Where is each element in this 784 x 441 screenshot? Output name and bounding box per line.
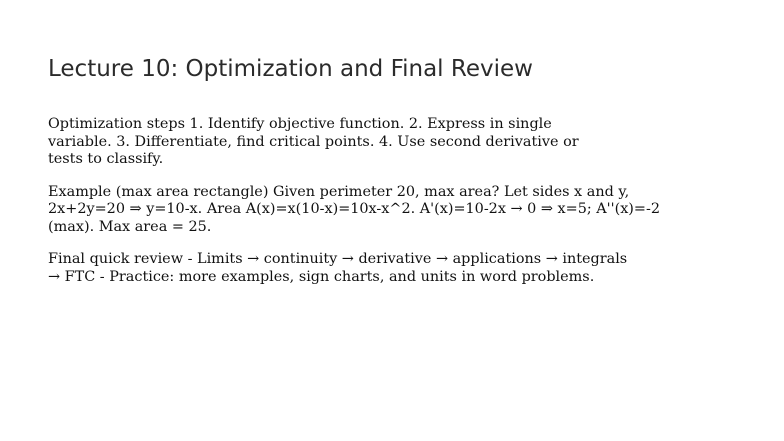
slide-title: Lecture 10: Optimization and Final Review: [48, 56, 533, 82]
paragraph-line: Optimization steps 1. Identify objective function. 2. Express in single: [48, 116, 552, 132]
paragraph-optimization-steps: [48, 116, 748, 169]
paragraph-line: tests to classify.: [48, 151, 164, 167]
paragraph-final-review: [48, 251, 748, 286]
paragraph-line: variable. 3. Differentiate, find critical points. 4. Use second derivative or: [48, 133, 579, 150]
paragraph-line: Example (max area rectangle) Given perimeter 20, max area? Let sides x and y,: [48, 183, 630, 200]
paragraph-line: Final quick review - Limits → continuity → derivative → applications → integrals: [48, 251, 628, 267]
paragraph-line: (max). Max area = 25.: [48, 218, 212, 235]
paragraph-line: 2x+2y=20 ⇒ y=10-x. Area A(x)=x(10-x)=10x-x^2. A'(x)=10-2x → 0 ⇒ x=5; A''(x)=-2: [48, 201, 661, 217]
paragraph-example: [48, 184, 748, 237]
slide-body: [48, 116, 748, 301]
paragraph-line: → FTC - Practice: more examples, sign charts, and units in word problems.: [48, 268, 595, 285]
